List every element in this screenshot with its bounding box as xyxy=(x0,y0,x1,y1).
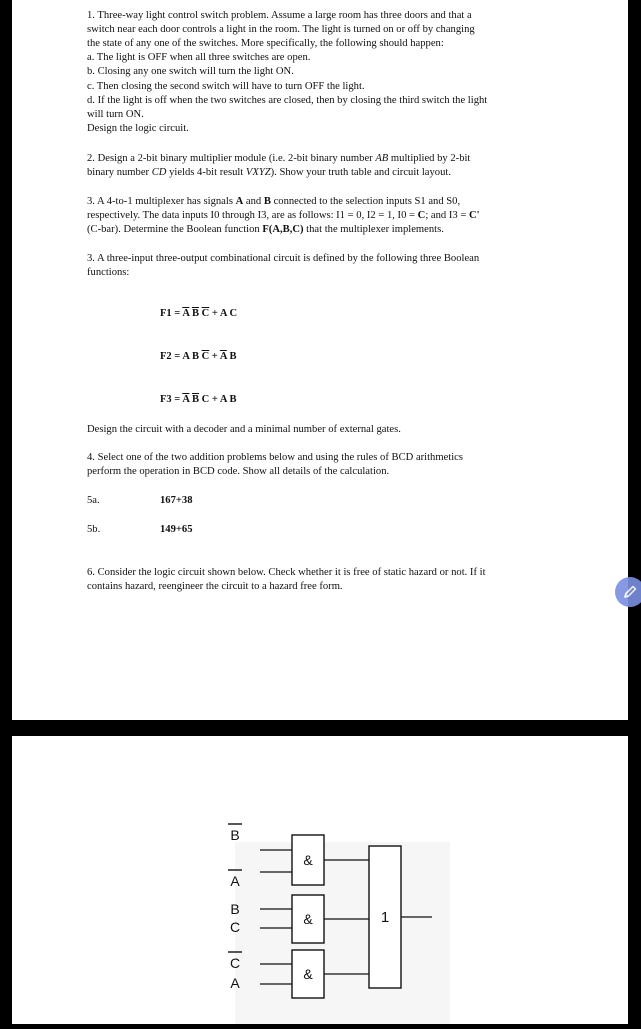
item-5b-label: 5b. xyxy=(87,524,101,535)
p3b-line-2: functions: xyxy=(87,267,130,278)
p1-line-2: switch near each door controls a light in the room. The light is turned on or off by changing xyxy=(87,24,475,35)
logic-circuit-diagram xyxy=(12,736,628,1024)
p4-line-1: 4. Select one of the two addition problems below and using the rules of BCD arithmetics xyxy=(87,452,464,463)
p3b-line-1: 3. A three-input three-output combinational circuit is defined by the following three Boolean xyxy=(87,253,480,264)
p1-line-3: the state of any one of the switches. More specifically, the following should happen: xyxy=(87,38,444,49)
p1-line-4: a. The light is OFF when all three switches are open. xyxy=(87,52,311,63)
p6-line-2: contains hazard, reengineer the circuit to a hazard free form. xyxy=(87,581,343,592)
p3b-closing: Design the circuit with a decoder and a minimal number of external gates. xyxy=(87,424,401,435)
diagram-backdrop xyxy=(235,842,450,1024)
input-label-c-bar: C xyxy=(229,955,241,971)
input-label-a: A xyxy=(230,975,240,991)
p1-line-8: will turn ON. xyxy=(87,109,144,120)
equation-f3: $F3 = \overline{A}$ $\overline{B}$ C + A B xyxy=(160,394,237,405)
p1-line-7: d. If the light is off when the two switches are closed, then by closing the third switch the light xyxy=(87,95,488,106)
p1-line-5: b. Closing any one switch will turn the light ON. xyxy=(87,66,294,77)
document-page-2 xyxy=(12,736,628,1024)
or-gate-symbol: 1 xyxy=(380,909,390,926)
input-label-c: C xyxy=(229,919,241,935)
and-gate-3-symbol: & xyxy=(303,966,313,982)
pencil-icon xyxy=(622,584,638,600)
p1-line-1: 1. Three-way light control switch problem. Assume a large room has three doors and that a xyxy=(87,10,472,21)
document-page-1 xyxy=(12,0,628,720)
equation-f2: F2 = A B $\overline{C} + \overline{A}$ B xyxy=(160,351,237,362)
p3a-line-3: (C-bar). Determine the Boolean function F(A,B,C) that the multiplexer implements. xyxy=(87,224,444,235)
item-5a-expr: 167+38 xyxy=(160,495,193,506)
input-label-a-bar: A xyxy=(230,873,240,889)
edit-button[interactable] xyxy=(615,577,641,607)
p1-line-6: c. Then closing the second switch will have to turn OFF the light. xyxy=(87,81,365,92)
input-label-b-bar: B xyxy=(230,827,240,843)
p3a-line-2: respectively. The data inputs I0 through I3, are as follows: I1 = 0, I2 = 1, I0 = C; and I3 = C' xyxy=(87,210,480,221)
p2-line-2: binary number CD yields 4-bit result VXYZ). Show your truth table and circuit layout. xyxy=(87,167,451,178)
item-5a-label: 5a. xyxy=(87,495,100,506)
p2-line-1: 2. Design a 2-bit binary multiplier module (i.e. 2-bit binary number AB multiplied by 2-bit xyxy=(87,153,471,164)
item-5b-expr: 149+65 xyxy=(160,524,193,535)
p1-line-9: Design the logic circuit. xyxy=(87,123,189,134)
p6-line-1: 6. Consider the logic circuit shown below. Check whether it is free of static hazard or not. If it xyxy=(87,567,486,578)
p4-line-2: perform the operation in BCD code. Show all details of the calculation. xyxy=(87,466,390,477)
and-gate-1-symbol: & xyxy=(303,852,313,868)
and-gate-2-symbol: & xyxy=(303,911,313,927)
equation-f1: $F1 = \overline{A}$ $\overline{B}$ $\overline{C} + A$ C xyxy=(160,308,238,319)
input-label-b: B xyxy=(230,901,240,917)
p3a-line-1: 3. A 4-to-1 multiplexer has signals A and B connected to the selection inputs S1 and S0, xyxy=(87,196,461,207)
